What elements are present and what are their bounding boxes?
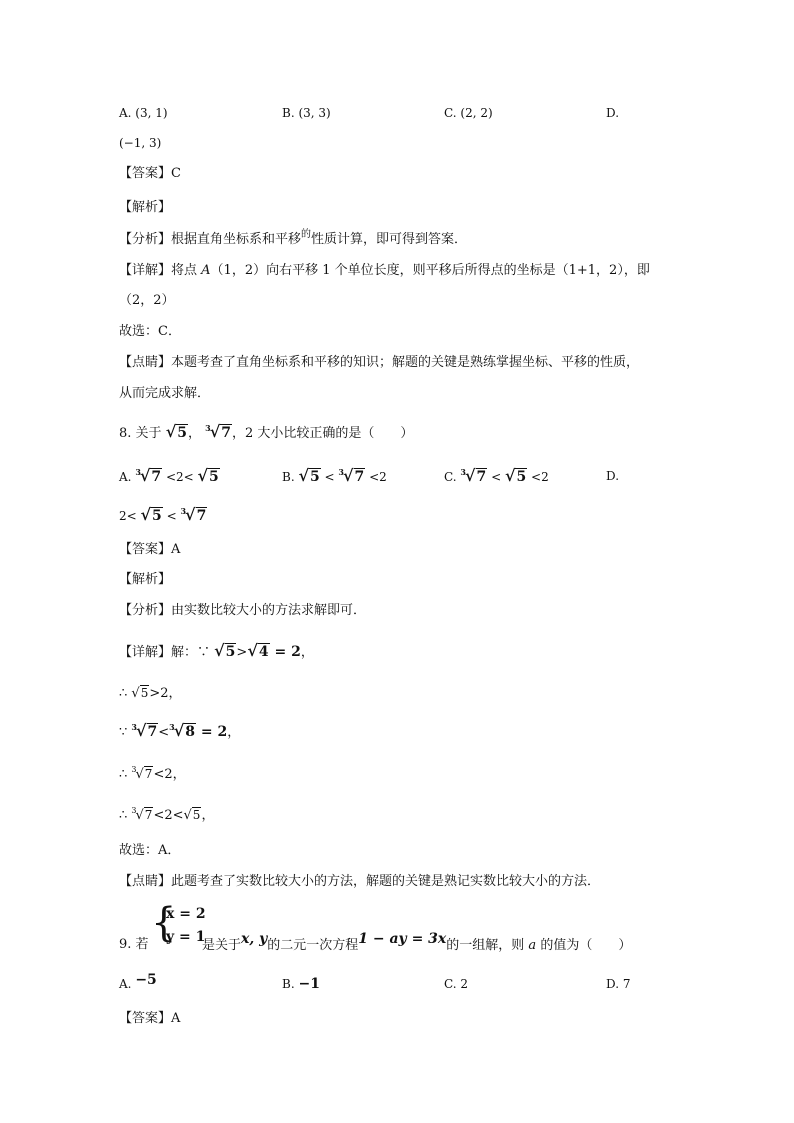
sqrt4: √4 xyxy=(247,641,269,660)
cbrt7: $^3$√7 xyxy=(131,721,158,740)
sqrt5: √5 xyxy=(131,686,149,701)
q8-option-c-label: C. xyxy=(444,470,457,484)
q8-option-d: D. xyxy=(606,469,620,483)
q9-var-a: a xyxy=(528,938,537,953)
q8-detail-step4: ∴ $^3$√7<2， xyxy=(119,765,186,785)
q8-stem-text-b: ，2 大小比较正确的是（ ） xyxy=(231,426,414,441)
q8-option-b: B. √5 < $^3$√7 <2 xyxy=(282,466,387,485)
q7-answer: 【答案】C xyxy=(119,166,181,181)
q9-stem-num: 9. 若 xyxy=(119,937,149,952)
q8-stem-text-a: 8. 关于 xyxy=(119,426,162,441)
sqrt5: √5 xyxy=(214,641,236,660)
q7-option-b: B. (3, 3) xyxy=(282,106,331,120)
cbrt7: $^3$√7 xyxy=(135,466,162,485)
q8-option-a-label: A. xyxy=(119,470,132,484)
q8-analysis-heading: 【解析】 xyxy=(119,572,172,587)
q7-fenxi xyxy=(119,231,467,250)
q8-detail-step2: ∴ √5>2， xyxy=(119,686,182,701)
cbrt8: $^3$√8 xyxy=(169,721,195,740)
q8-option-d-value: 2< √5 < $^3$√7 xyxy=(119,505,207,524)
q7-fenxi-text-a: 【分析】根据直角坐标系和平移 xyxy=(119,232,302,247)
sqrt5: √5 xyxy=(165,422,187,441)
q9-option-a xyxy=(119,972,157,993)
q7-detail-cont: （2，2） xyxy=(119,293,175,308)
q8-stem xyxy=(119,423,413,443)
q9-stem-text-a: 是关于 xyxy=(202,938,242,953)
q8-detail-step1: 【详解】解：∵ √5>√4 = 2， xyxy=(119,641,314,660)
sqrt5: √5 xyxy=(298,466,320,485)
q9-option-c: C. 2 xyxy=(444,977,469,991)
q7-option-c: C. (2, 2) xyxy=(444,106,493,120)
q9-option-b xyxy=(282,975,320,993)
q8-comma: ， xyxy=(187,426,201,441)
q7-point-a: A xyxy=(201,263,211,278)
q9-option-b-label: B. xyxy=(282,977,295,991)
q9-stem xyxy=(202,931,632,955)
sqrt5: √5 xyxy=(140,505,162,524)
q8-option-b-label: B. xyxy=(282,470,295,484)
q7-detail-text-a: 【详解】将点 xyxy=(119,263,198,278)
q8-option-a: A. $^3$√7 <2< √5 xyxy=(119,466,219,485)
q7-option-a: A. (3, 1) xyxy=(119,106,168,120)
cbrt7: $^3$√7 xyxy=(131,806,153,823)
q7-fenxi-text-b: 性质计算，即可得到答案． xyxy=(311,232,468,247)
q7-analysis-heading: 【解析】 xyxy=(119,200,172,215)
q8-detail-step3: ∵ $^3$√7<$^3$√8 = 2， xyxy=(119,721,241,740)
sqrt5: √5 xyxy=(183,808,201,823)
q8-option-c: C. $^3$√7 < √5 <2 xyxy=(444,466,549,485)
q7-fenxi-de: 的 xyxy=(301,229,312,240)
q8-answer: 【答案】A xyxy=(119,542,181,557)
q8-detail-step5: ∴ $^3$√7<2<√5， xyxy=(119,806,214,826)
q9-equation: 1 − ay = 3x xyxy=(358,931,447,947)
q9-stem-text-b: 的二元一次方程 xyxy=(267,938,359,953)
q9-vars: x, y xyxy=(241,931,268,947)
q9-stem-text-c: 的一组解，则 xyxy=(446,938,525,953)
q9-stem-text-d: 的值为（ ） xyxy=(540,938,632,953)
q7-detail-text-b: （1，2）向右平移 1 个单位长度，则平移后所得点的坐标是（1+1，2），即 xyxy=(210,263,650,278)
q9-answer: 【答案】A xyxy=(119,1011,181,1026)
q7-option-d-value: (−1, 3) xyxy=(119,136,162,150)
q7-choose: 故选：C． xyxy=(119,324,181,339)
cbrt7: $^3$√7 xyxy=(205,422,231,441)
q8-detail-label: 【详解】解： xyxy=(119,645,198,660)
q8-fenxi: 【分析】由实数比较大小的方法求解即可． xyxy=(119,603,367,618)
q9-system-x: x = 2 xyxy=(166,906,206,922)
q7-detail xyxy=(119,262,650,280)
q9-option-a-label: A. xyxy=(119,977,132,991)
system-brace: { xyxy=(151,900,177,946)
q8-dianjing: 【点睛】此题考查了实数比较大小的方法，解题的关键是熟记实数比较大小的方法． xyxy=(119,874,601,889)
q7-dianjing-1: 【点睛】本题考查了直角坐标系和平移的知识；解题的关键是熟练掌握坐标、平移的性质， xyxy=(119,355,640,370)
cbrt7: $^3$√7 xyxy=(180,505,207,524)
q9-option-d: D. 7 xyxy=(606,977,631,991)
q7-dianjing-2: 从而完成求解． xyxy=(119,386,211,401)
q9-system-y: y = 1 xyxy=(166,929,206,945)
q9-option-a-value: −5 xyxy=(135,972,157,988)
q7-option-d: D. xyxy=(606,106,620,120)
sqrt5: √5 xyxy=(197,466,219,485)
cbrt7: $^3$√7 xyxy=(131,765,153,782)
q9-option-b-value: −1 xyxy=(298,976,320,992)
cbrt7: $^3$√7 xyxy=(338,466,365,485)
q8-choose: 故选：A． xyxy=(119,843,181,858)
sqrt5: √5 xyxy=(504,466,527,485)
cbrt7: $^3$√7 xyxy=(460,466,487,485)
